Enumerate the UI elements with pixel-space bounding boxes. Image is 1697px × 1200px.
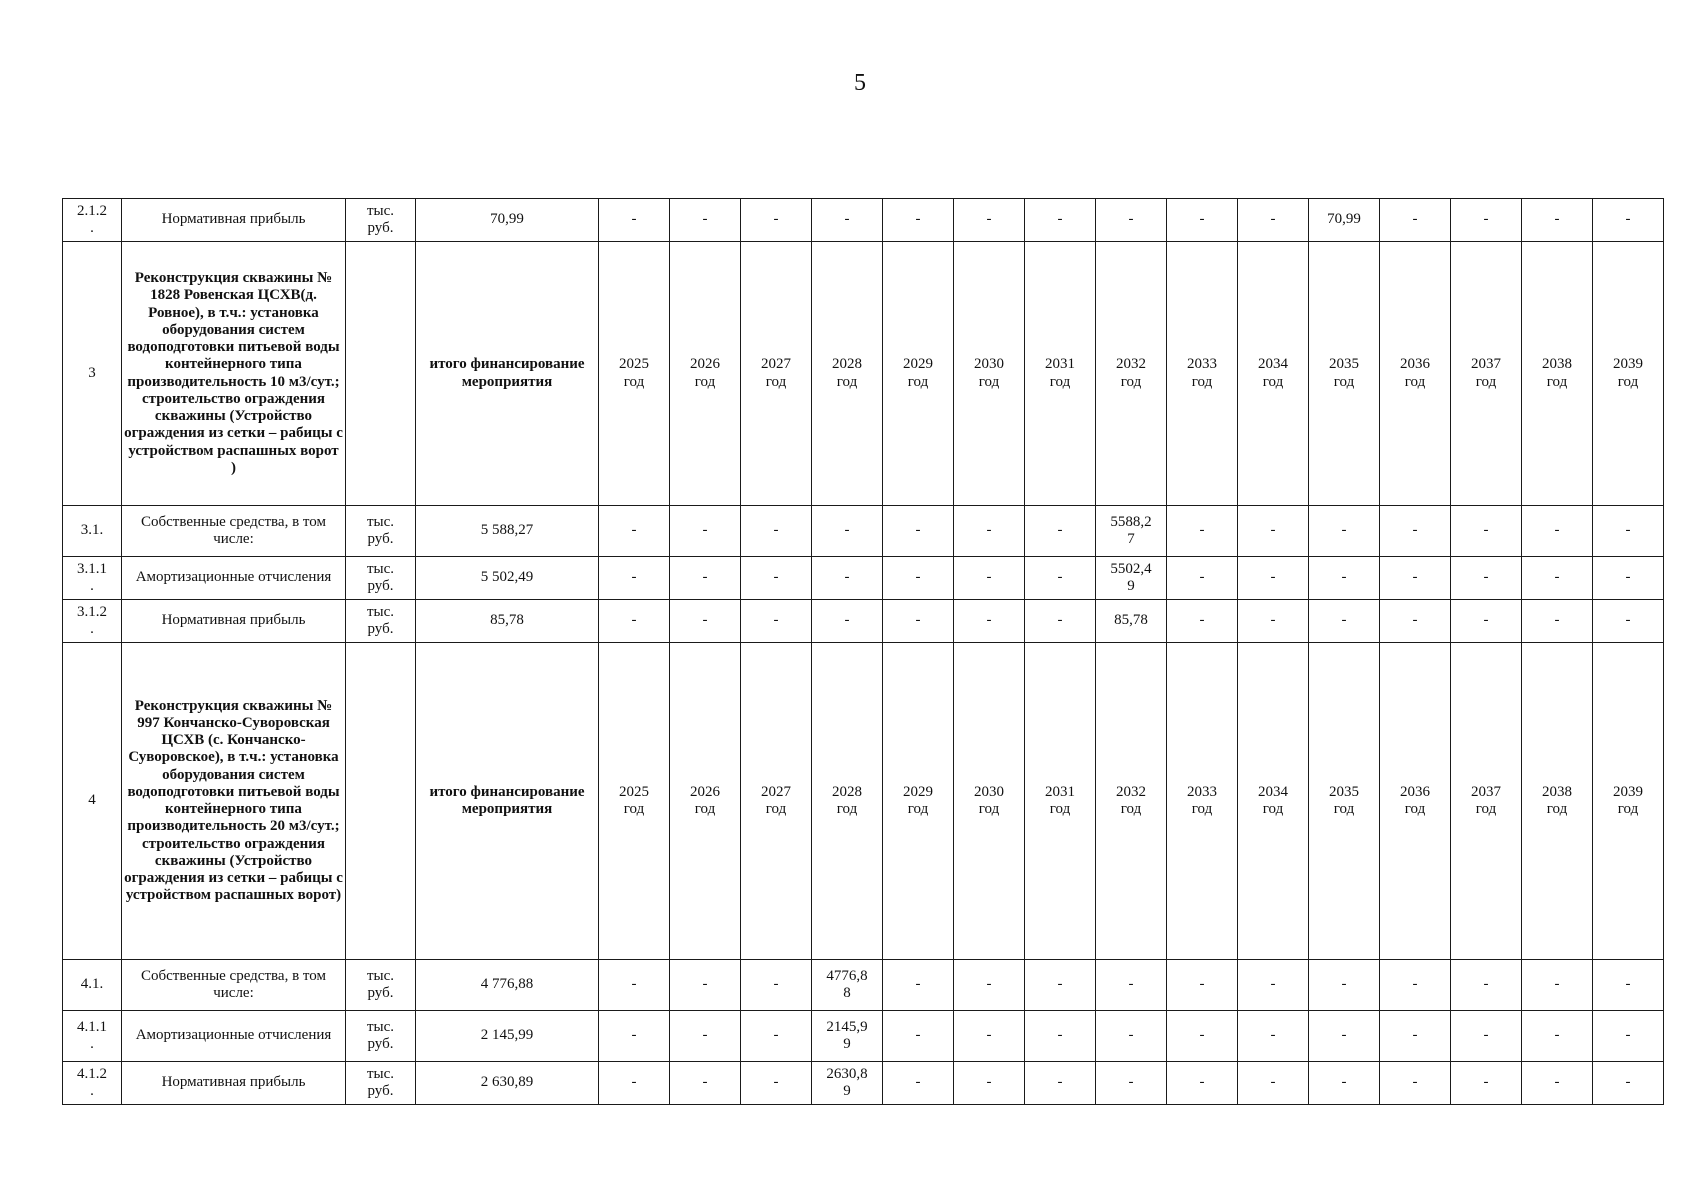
year-header-cell: 2038 год — [1522, 242, 1593, 506]
table-row — [63, 1011, 1664, 1062]
item-name-cell: Нормативная прибыль — [122, 600, 346, 643]
year-header-cell: 2026 год — [670, 242, 741, 506]
year-value-cell: - — [1522, 199, 1593, 242]
year-value-cell: - — [670, 600, 741, 643]
year-value-cell: - — [741, 1062, 812, 1105]
year-header-cell: 2025 год — [599, 242, 670, 506]
page-number: 5 — [854, 70, 866, 96]
row-number-cell: 4.1.2 . — [63, 1062, 122, 1105]
year-value-cell: - — [1167, 557, 1238, 600]
year-value-cell: - — [1451, 960, 1522, 1011]
table-row — [63, 506, 1664, 557]
year-value-cell: - — [741, 557, 812, 600]
total-value-cell: 5 502,49 — [416, 557, 599, 600]
year-header-cell: 2029 год — [883, 643, 954, 960]
project-row — [63, 643, 1664, 960]
year-value-cell: - — [1451, 557, 1522, 600]
year-value-cell: - — [1451, 1011, 1522, 1062]
year-value-cell: - — [954, 506, 1025, 557]
year-header-cell: 2036 год — [1380, 643, 1451, 960]
item-name-cell: Амортизационные отчисления — [122, 557, 346, 600]
year-header-cell: 2025 год — [599, 643, 670, 960]
year-value-cell: - — [954, 1062, 1025, 1105]
year-value-cell: - — [812, 600, 883, 643]
year-header-cell: 2033 год — [1167, 242, 1238, 506]
year-value-cell: - — [1025, 199, 1096, 242]
year-value-cell: - — [1593, 960, 1664, 1011]
year-value-cell: 2145,9 9 — [812, 1011, 883, 1062]
item-name-cell: Собственные средства, в том числе: — [122, 960, 346, 1011]
year-value-cell: - — [741, 600, 812, 643]
year-value-cell: - — [1167, 506, 1238, 557]
row-number-cell: 3.1.1 . — [63, 557, 122, 600]
year-header-cell: 2032 год — [1096, 242, 1167, 506]
item-name-cell: Собственные средства, в том числе: — [122, 506, 346, 557]
total-label-cell: итого финансирование мероприятия — [416, 242, 599, 506]
year-value-cell: - — [599, 199, 670, 242]
year-header-cell: 2030 год — [954, 643, 1025, 960]
year-value-cell: - — [883, 199, 954, 242]
item-name-cell: Нормативная прибыль — [122, 1062, 346, 1105]
year-header-cell: 2028 год — [812, 242, 883, 506]
year-header-cell: 2039 год — [1593, 643, 1664, 960]
total-value-cell: 70,99 — [416, 199, 599, 242]
year-header-cell: 2038 год — [1522, 643, 1593, 960]
year-value-cell: - — [883, 1011, 954, 1062]
year-value-cell: - — [1309, 1062, 1380, 1105]
year-value-cell: - — [1096, 1062, 1167, 1105]
year-value-cell: - — [1025, 600, 1096, 643]
year-value-cell: - — [812, 506, 883, 557]
year-header-cell: 2037 год — [1451, 643, 1522, 960]
year-value-cell: - — [954, 1011, 1025, 1062]
year-value-cell: - — [1522, 557, 1593, 600]
unit-cell: тыс. руб. — [346, 506, 416, 557]
unit-cell: тыс. руб. — [346, 960, 416, 1011]
year-value-cell: - — [1522, 960, 1593, 1011]
year-value-cell: - — [954, 960, 1025, 1011]
year-value-cell: 5588,2 7 — [1096, 506, 1167, 557]
total-value-cell: 5 588,27 — [416, 506, 599, 557]
year-value-cell: - — [883, 557, 954, 600]
year-value-cell: - — [1025, 960, 1096, 1011]
year-value-cell: - — [670, 1011, 741, 1062]
year-value-cell: - — [1025, 506, 1096, 557]
year-value-cell: - — [1380, 600, 1451, 643]
total-label-cell: итого финансирование мероприятия — [416, 643, 599, 960]
year-value-cell: - — [1238, 557, 1309, 600]
item-name-cell: Амортизационные отчисления — [122, 1011, 346, 1062]
table-row — [63, 557, 1664, 600]
year-value-cell: - — [1380, 506, 1451, 557]
year-value-cell: - — [1380, 1062, 1451, 1105]
year-value-cell: - — [1309, 960, 1380, 1011]
table-row — [63, 960, 1664, 1011]
year-value-cell: - — [954, 600, 1025, 643]
year-value-cell: - — [1025, 1062, 1096, 1105]
row-number-cell: 2.1.2 . — [63, 199, 122, 242]
year-value-cell: - — [1309, 600, 1380, 643]
year-value-cell: 2630,8 9 — [812, 1062, 883, 1105]
year-value-cell: 85,78 — [1096, 600, 1167, 643]
year-value-cell: - — [1451, 506, 1522, 557]
year-value-cell: - — [670, 1062, 741, 1105]
project-row — [63, 242, 1664, 506]
year-value-cell: - — [1593, 1011, 1664, 1062]
year-header-cell: 2034 год — [1238, 242, 1309, 506]
year-header-cell: 2031 год — [1025, 643, 1096, 960]
financing-table — [62, 198, 1664, 1105]
year-value-cell: - — [1238, 1062, 1309, 1105]
year-value-cell: - — [1025, 557, 1096, 600]
year-header-cell: 2027 год — [741, 242, 812, 506]
year-value-cell: - — [1309, 1011, 1380, 1062]
year-value-cell: - — [954, 199, 1025, 242]
table-row — [63, 1062, 1664, 1105]
year-header-cell: 2032 год — [1096, 643, 1167, 960]
year-value-cell: - — [883, 600, 954, 643]
unit-cell: тыс. руб. — [346, 1062, 416, 1105]
unit-cell: тыс. руб. — [346, 600, 416, 643]
year-value-cell: - — [1309, 557, 1380, 600]
year-header-cell: 2028 год — [812, 643, 883, 960]
unit-cell: тыс. руб. — [346, 199, 416, 242]
year-value-cell: - — [670, 506, 741, 557]
year-header-cell: 2037 год — [1451, 242, 1522, 506]
year-value-cell: - — [741, 199, 812, 242]
year-value-cell: - — [1238, 600, 1309, 643]
unit-cell — [346, 643, 416, 960]
year-header-cell: 2026 год — [670, 643, 741, 960]
year-value-cell: - — [670, 557, 741, 600]
year-value-cell: - — [1309, 506, 1380, 557]
year-value-cell: - — [1238, 506, 1309, 557]
year-value-cell: - — [1451, 1062, 1522, 1105]
project-name-cell: Реконструкция скважины № 1828 Ровенская ЦСХВ(д. Ровное), в т.ч.: установка оборудования систем водоподготовки питьевой воды контейнерного типа производительность 10 м3/сут.; строительство ограждения скважины (Устройство ограждения из сетки – рабицы с устройством распашных ворот ) — [122, 242, 346, 506]
total-value-cell: 4 776,88 — [416, 960, 599, 1011]
year-value-cell: - — [670, 960, 741, 1011]
year-value-cell: - — [1096, 960, 1167, 1011]
year-value-cell: 4776,8 8 — [812, 960, 883, 1011]
unit-cell — [346, 242, 416, 506]
year-header-cell: 2031 год — [1025, 242, 1096, 506]
year-value-cell: - — [1167, 600, 1238, 643]
year-header-cell: 2034 год — [1238, 643, 1309, 960]
year-value-cell: - — [1167, 1011, 1238, 1062]
year-value-cell: - — [883, 506, 954, 557]
year-value-cell: - — [599, 600, 670, 643]
year-value-cell: - — [1593, 506, 1664, 557]
year-header-cell: 2029 год — [883, 242, 954, 506]
year-value-cell: 5502,4 9 — [1096, 557, 1167, 600]
item-name-cell: Нормативная прибыль — [122, 199, 346, 242]
year-value-cell: - — [1522, 600, 1593, 643]
year-value-cell: - — [599, 557, 670, 600]
year-value-cell: - — [1522, 506, 1593, 557]
year-value-cell: - — [1167, 1062, 1238, 1105]
year-header-cell: 2035 год — [1309, 643, 1380, 960]
year-value-cell: - — [741, 960, 812, 1011]
year-value-cell: - — [1380, 960, 1451, 1011]
total-value-cell: 2 630,89 — [416, 1062, 599, 1105]
year-value-cell: - — [1096, 199, 1167, 242]
year-header-cell: 2039 год — [1593, 242, 1664, 506]
year-value-cell: - — [1238, 1011, 1309, 1062]
year-value-cell: - — [599, 960, 670, 1011]
year-header-cell: 2036 год — [1380, 242, 1451, 506]
year-value-cell: - — [883, 960, 954, 1011]
table-row — [63, 600, 1664, 643]
year-value-cell: - — [1593, 1062, 1664, 1105]
year-value-cell: - — [1451, 600, 1522, 643]
year-value-cell: - — [599, 1011, 670, 1062]
year-value-cell: - — [741, 1011, 812, 1062]
year-value-cell: - — [1167, 960, 1238, 1011]
total-value-cell: 2 145,99 — [416, 1011, 599, 1062]
year-value-cell: - — [1238, 199, 1309, 242]
year-value-cell: - — [1380, 557, 1451, 600]
unit-cell: тыс. руб. — [346, 1011, 416, 1062]
year-value-cell: - — [741, 506, 812, 557]
unit-cell: тыс. руб. — [346, 557, 416, 600]
project-name-cell: Реконструкция скважины № 997 Кончанско-Суворовская ЦСХВ (с. Кончанско-Суворовское), в т.ч.: установка оборудования систем водоподготовки питьевой воды контейнерного типа производительность 20 м3/сут.; строительство ограждения скважины (Устройство ограждения из сетки – рабицы с устройством распашных ворот) — [122, 643, 346, 960]
row-number-cell: 4 — [63, 643, 122, 960]
year-value-cell: - — [599, 1062, 670, 1105]
year-value-cell: - — [1451, 199, 1522, 242]
year-value-cell: - — [1593, 557, 1664, 600]
total-value-cell: 85,78 — [416, 600, 599, 643]
row-number-cell: 3.1. — [63, 506, 122, 557]
row-number-cell: 4.1.1 . — [63, 1011, 122, 1062]
year-header-cell: 2027 год — [741, 643, 812, 960]
year-value-cell: - — [1167, 199, 1238, 242]
table-row — [63, 199, 1664, 242]
year-value-cell: 70,99 — [1309, 199, 1380, 242]
year-value-cell: - — [1238, 960, 1309, 1011]
year-value-cell: - — [954, 557, 1025, 600]
year-value-cell: - — [812, 557, 883, 600]
year-header-cell: 2030 год — [954, 242, 1025, 506]
year-value-cell: - — [1593, 199, 1664, 242]
year-value-cell: - — [1380, 199, 1451, 242]
year-value-cell: - — [1025, 1011, 1096, 1062]
year-value-cell: - — [1096, 1011, 1167, 1062]
year-value-cell: - — [812, 199, 883, 242]
year-header-cell: 2033 год — [1167, 643, 1238, 960]
year-value-cell: - — [670, 199, 741, 242]
year-value-cell: - — [1380, 1011, 1451, 1062]
row-number-cell: 4.1. — [63, 960, 122, 1011]
row-number-cell: 3 — [63, 242, 122, 506]
year-value-cell: - — [1522, 1062, 1593, 1105]
year-value-cell: - — [599, 506, 670, 557]
year-header-cell: 2035 год — [1309, 242, 1380, 506]
year-value-cell: - — [1593, 600, 1664, 643]
year-value-cell: - — [883, 1062, 954, 1105]
year-value-cell: - — [1522, 1011, 1593, 1062]
row-number-cell: 3.1.2 . — [63, 600, 122, 643]
